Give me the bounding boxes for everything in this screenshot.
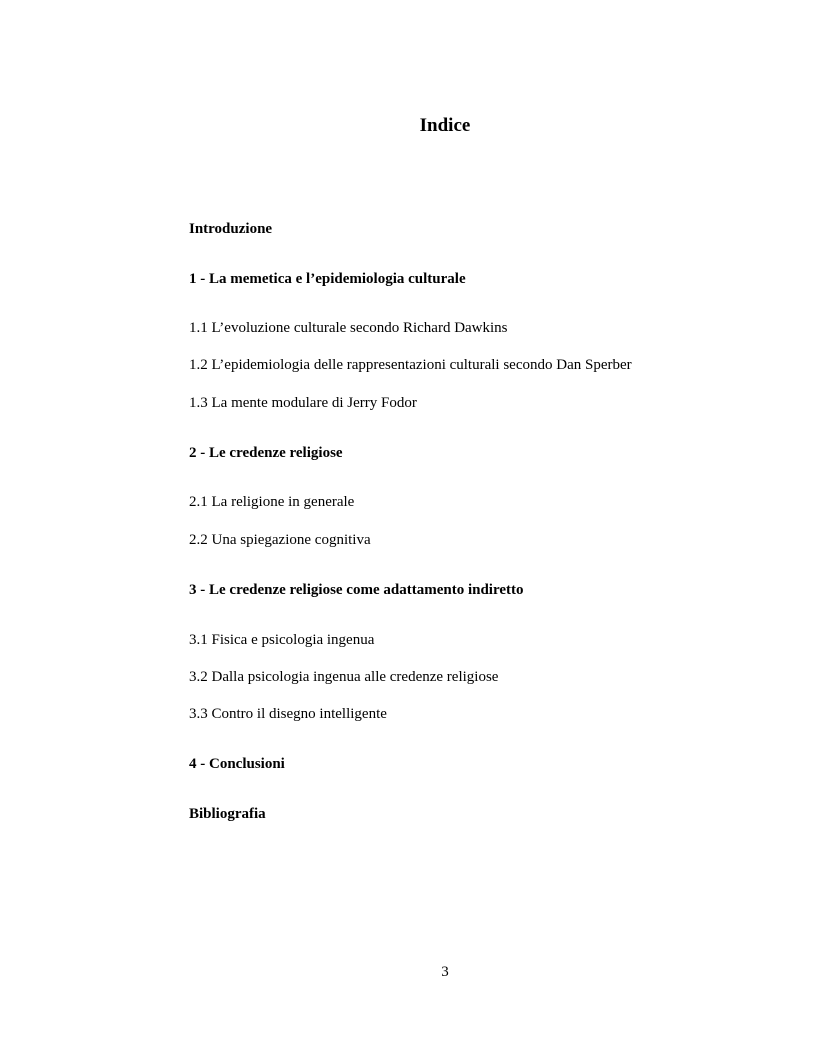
toc-section-1-1: 1.1 L’evoluzione culturale secondo Richard Dawkins	[189, 320, 508, 336]
toc-section-3-2: 3.2 Dalla psicologia ingenua alle credenze religiose	[189, 669, 499, 685]
toc-section-1-2: 1.2 L’epidemiologia delle rappresentazioni culturali secondo Dan Sperber	[189, 357, 632, 373]
toc-section-1-3: 1.3 La mente modulare di Jerry Fodor	[189, 395, 417, 411]
toc-chapter-2-title: 2 - Le credenze religiose	[189, 445, 343, 461]
page-number: 3	[441, 964, 449, 980]
toc-section-2-1: 2.1 La religione in generale	[189, 494, 355, 510]
toc-section-3-1: 3.1 Fisica e psicologia ingenua	[189, 632, 375, 648]
page-title: Indice	[419, 115, 471, 136]
toc-introduction: Introduzione	[189, 221, 273, 237]
toc-section-2-2: 2.2 Una spiegazione cognitiva	[189, 532, 371, 548]
toc-bibliography: Bibliografia	[189, 806, 266, 822]
toc-chapter-1-title: 1 - La memetica e l’epidemiologia culturale	[189, 271, 466, 287]
toc-chapter-3-title: 3 - Le credenze religiose come adattamento indiretto	[189, 582, 524, 598]
toc-section-3-3: 3.3 Contro il disegno intelligente	[189, 706, 387, 722]
toc-chapter-4-title: 4 - Conclusioni	[189, 756, 285, 772]
